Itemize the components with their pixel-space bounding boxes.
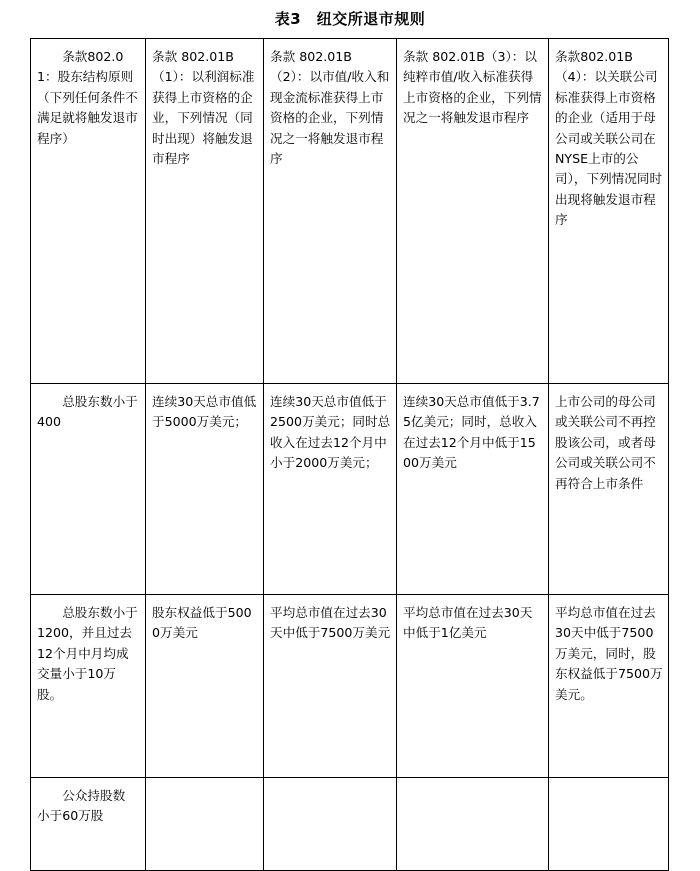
column-header-pure-marketcap-revenue-standard: 条款 802.01B（3）：以纯粹市值/收入标准获得上市资格的企业，下列情况之一将触发退市程序 — [397, 39, 549, 384]
cell-row3-col2 — [146, 778, 264, 871]
cell-row1-col3: 连续30天总市值低于2500万美元；同时总收入在过去12个月中小于2000万美元； — [264, 384, 397, 595]
nyse-delisting-rules-table — [30, 38, 669, 871]
cell-row3-col3 — [264, 778, 397, 871]
cell-row1-col5: 上市公司的母公司或关联公司不再控股该公司，或者母公司或关联公司不再符合上市条件 — [549, 384, 669, 595]
table-row — [31, 595, 669, 778]
cell-row3-col5 — [549, 778, 669, 871]
cell-row2-col1: 总股东数小于1200，并且过去12个月中月均成交量小于10万股。 — [31, 595, 146, 778]
cell-row2-col3: 平均总市值在过去30天中低于7500万美元 — [264, 595, 397, 778]
column-header-profit-standard: 条款 802.01B（1）：以利润标准获得上市资格的企业，下列情况（同时出现）将触发退市程序 — [146, 39, 264, 384]
table-row — [31, 384, 669, 595]
cell-row2-col5: 平均总市值在过去30天中低于7500万美元，同时，股东权益低于7500万美元。 — [549, 595, 669, 778]
table-caption: 表3 纽交所退市规则 — [274, 10, 426, 28]
column-header-shareholder-structure: 条款802.01：股东结构原则（下列任何条件不满足就将触发退市程序） — [31, 39, 146, 384]
column-header-affiliated-company-standard: 条款802.01B（4）：以关联公司标准获得上市资格的企业（适用于母公司或关联公司在NYSE上市的公司），下列情况同时出现将触发退市程序 — [549, 39, 669, 384]
cell-row3-col4 — [397, 778, 549, 871]
table-row — [31, 778, 669, 871]
cell-row1-col2: 连续30天总市值低于5000万美元； — [146, 384, 264, 595]
cell-row2-col2: 股东权益低于5000万美元 — [146, 595, 264, 778]
cell-row3-col1: 公众持股数 小于60万股 — [31, 778, 146, 871]
table-header-row — [31, 39, 669, 384]
column-header-marketcap-revenue-cashflow-standard: 条款 802.01B（2）：以市值/收入和现金流标准获得上市资格的企业，下列情况之一将触发退市程序 — [264, 39, 397, 384]
cell-row1-col4: 连续30天总市值低于3.75亿美元；同时，总收入在过去12个月中低于1500万美元 — [397, 384, 549, 595]
cell-row2-col4: 平均总市值在过去30天中低于1亿美元 — [397, 595, 549, 778]
cell-row1-col1: 总股东数小于400 — [31, 384, 146, 595]
